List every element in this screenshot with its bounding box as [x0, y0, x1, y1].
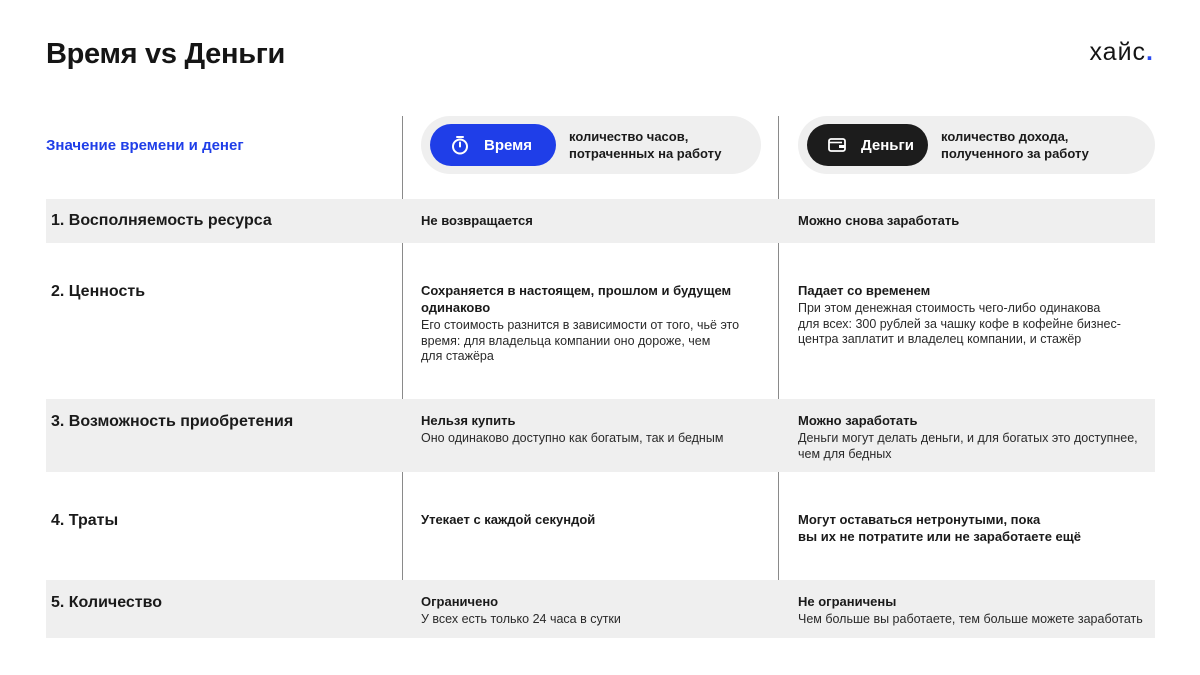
- table-row: [46, 199, 1155, 243]
- time-cell-heading: Ограничено: [421, 594, 499, 609]
- time-cell-text: Оно одинаково доступно как богатым, так и бедным: [421, 431, 724, 445]
- table-row: [46, 580, 1155, 638]
- money-cell-text: Чем больше вы работаете, тем больше можете заработать: [798, 612, 1143, 626]
- money-cell: [798, 511, 1153, 545]
- column-header-money: [798, 116, 1155, 174]
- time-cell: [421, 412, 766, 447]
- logo-text: хайс: [1089, 38, 1147, 66]
- logo-dot: .: [1146, 38, 1154, 66]
- time-column-description: количество часов, потраченных на работу: [569, 129, 722, 161]
- money-cell-heading: Не ограничены: [798, 594, 897, 609]
- money-chip: [807, 124, 928, 166]
- table-row: [46, 399, 1155, 472]
- row-label: 4. Траты: [51, 512, 119, 529]
- money-cell-heading: Могут оставаться нетронутыми, пока вы их не потратите или не заработаете ещё: [798, 512, 1081, 544]
- table-row: [46, 472, 1155, 580]
- money-cell: [798, 412, 1153, 462]
- time-cell: [421, 593, 766, 628]
- row-label: 2. Ценность: [51, 283, 146, 300]
- time-cell: [421, 511, 766, 528]
- money-chip-label: Деньги: [861, 136, 914, 154]
- time-chip: [430, 124, 556, 166]
- row-label: 1. Восполняемость ресурса: [51, 212, 272, 229]
- time-chip-label: Время: [484, 136, 532, 154]
- wallet-icon: [827, 135, 847, 155]
- money-cell: [798, 212, 1153, 229]
- money-cell-heading: Можно заработать: [798, 413, 918, 428]
- money-cell-heading: Падает со временем: [798, 283, 931, 298]
- row-label: 5. Количество: [51, 594, 163, 611]
- money-cell: [798, 593, 1153, 628]
- column-header-time: [421, 116, 761, 174]
- time-cell-text: У всех есть только 24 часа в сутки: [421, 612, 621, 626]
- time-cell-text: Его стоимость разнится в зависимости от того, чьё это время: для владельца компании оно дороже, чем для стажёра: [421, 318, 740, 363]
- stopwatch-icon: [450, 135, 470, 155]
- time-cell-heading: Утекает с каждой секундой: [421, 512, 596, 527]
- time-cell-heading: Сохраняется в настоящем, прошлом и будущем одинаково: [421, 283, 732, 315]
- row-label: 3. Возможность приобретения: [51, 413, 294, 430]
- money-cell-text: Деньги могут делать деньги, и для богатых это доступнее, чем для бедных: [798, 431, 1138, 461]
- time-cell: [421, 282, 766, 365]
- time-cell-heading: Не возвращается: [421, 213, 533, 228]
- money-column-description: количество дохода, полученного за работу: [941, 129, 1089, 161]
- brand-logo: [1089, 38, 1154, 67]
- table-row: [46, 243, 1155, 399]
- time-cell-heading: Нельзя купить: [421, 413, 516, 428]
- money-cell-heading: Можно снова заработать: [798, 213, 960, 228]
- time-cell: [421, 212, 766, 229]
- page-title: Время vs Деньги: [46, 38, 286, 70]
- money-cell: [798, 282, 1153, 348]
- money-cell-text: При этом денежная стоимость чего-либо одинакова для всех: 300 рублей за чашку кофе в кофейне бизнес- центра заплатит и владелец компании, и стажёр: [798, 301, 1121, 346]
- section-label: Значение времени и денег: [46, 137, 244, 154]
